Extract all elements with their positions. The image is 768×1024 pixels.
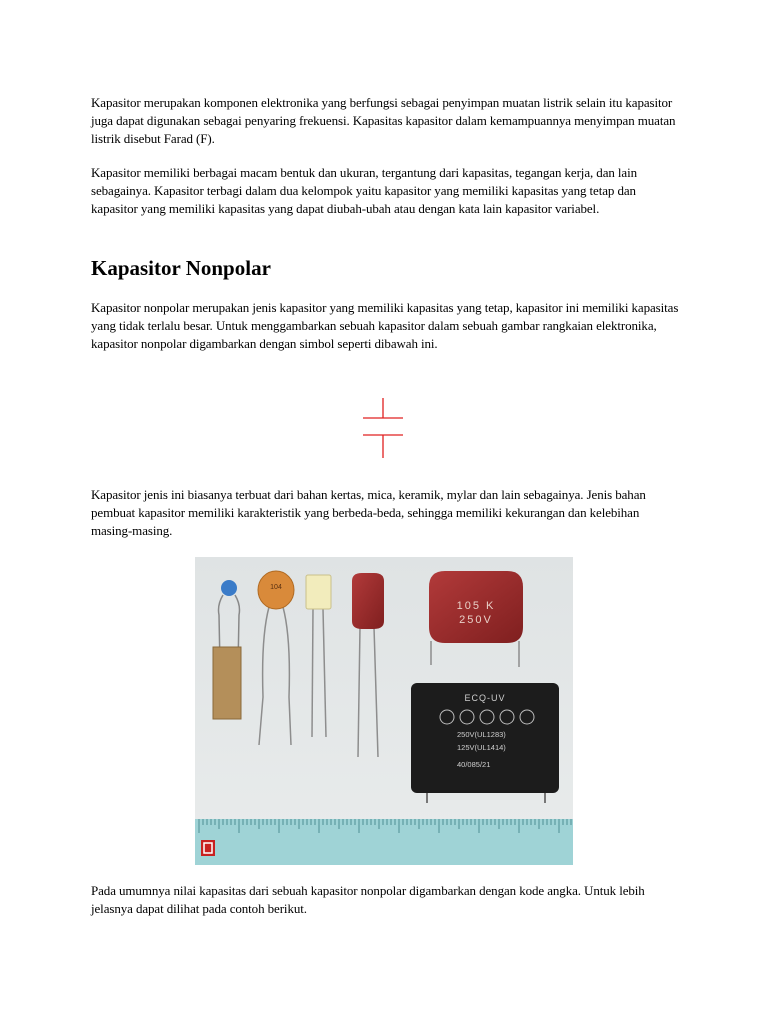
nonpolar-paragraph: Kapasitor nonpolar merupakan jenis kapasitor yang memiliki kapasitas yang tetap, kapasitor ini memiliki kapasitas yang tidak terlalu besar. Untuk menggambarkan sebuah kapasitor dalam sebuah gambar rangkaian elektronika, kapasitor nonpolar digambarkan dengan simbol seperti dibawah ini. (91, 300, 679, 351)
materials-paragraph: Kapasitor jenis ini biasanya terbuat dari bahan kertas, mica, keramik, mylar dan lain sebagainya. Jenis bahan pembuat kapasitor memiliki karakteristik yang berbeda-beda, sehingga memiliki kekurangan dan kelebihan masing-masing. (91, 487, 646, 538)
black-x-capacitor (411, 683, 559, 803)
black-cap-label-1: ECQ-UV (464, 693, 506, 703)
code-paragraph: Pada umumnya nilai kapasitas dari sebuah kapasitor nonpolar digambarkan dengan kode angka. Untuk lebih jelasnya dapat dilihat pada contoh berikut. (91, 883, 645, 916)
red-cap-label-2: 250V (459, 614, 493, 626)
red-cap-label-1: 105 K (456, 600, 496, 612)
black-cap-label-4: 40/085/21 (457, 760, 491, 769)
section-heading: Kapasitor Nonpolar (91, 256, 271, 280)
black-cap-label-3: 125V(UL1414) (457, 743, 506, 752)
intro-paragraph: Kapasitor merupakan komponen elektronika yang berfungsi sebagai penyimpan muatan listrik selain itu kapasitor juga dapat digunakan sebagai penyaring frekuensi. Kapasitas kapasitor dalam kemampuannya menyimpan muatan listrik disebut Farad (F). (91, 95, 676, 146)
ceramic-code-label: 104 (270, 584, 282, 591)
capacitor-symbol-icon (355, 396, 411, 462)
ruler (195, 819, 573, 865)
black-cap-label-2: 250V(UL1283) (457, 730, 506, 739)
types-paragraph: Kapasitor memiliki berbagai macam bentuk dan ukuran, tergantung dari kapasitas, tegangan kerja, dan lain sebagainya. Kapasitor terbagi dalam dua kelompok yaitu kapasitor yang memiliki kapasitas yang tetap dan kapasitor yang memiliki kapasitas yang dapat diubah-ubah atau dengan kata lain kapasitor variabel. (91, 165, 638, 216)
capacitors-photo (195, 557, 573, 865)
